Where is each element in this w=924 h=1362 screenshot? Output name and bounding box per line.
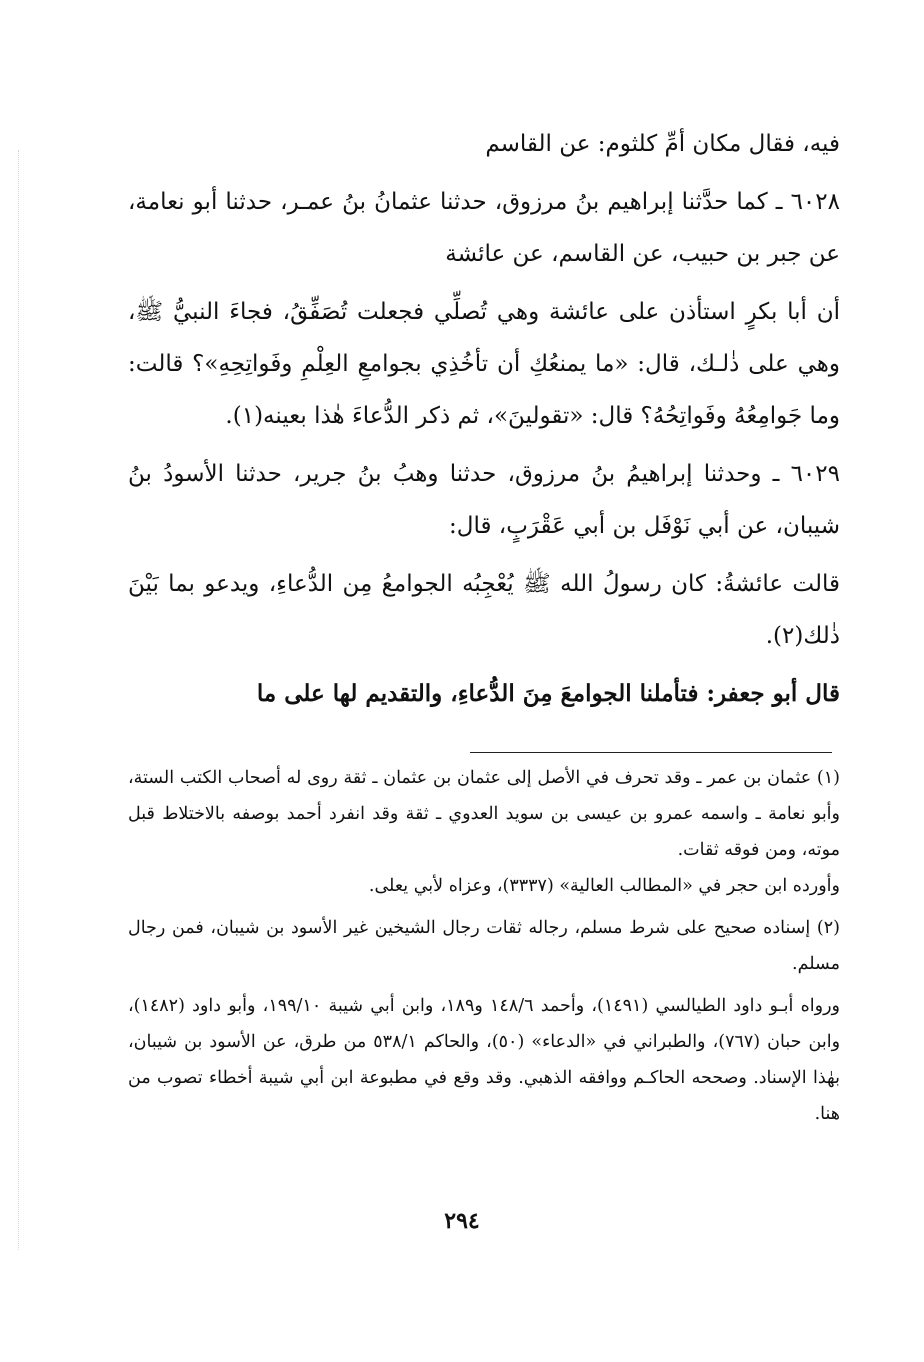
footnote-2-continued: ورواه أبـو داود الطيالسي (١٤٩١)، وأحمد ١٤٨/٦ و١٨٩، وابن أبي شيبة ١٩٩/١٠، وأبو داود (١٤٨٢)، وابن حبان (٧٦٧)، والطبراني في «الدعاء» (٥٠)، والحاكم ٥٣٨/١ من طرق، عن الأسود بن شيبان، بهٰذا الإسناد. وصححه الحاكـم ووافقه الذهبي. وقد وقع في مطبوعة ابن أبي شيبة أخطاء تصوب من هنا. [128,996,841,1124]
paragraph-hadith-6029-matn: قالت عائشةُ: كان رسولُ الله ﷺ يُعْجِبُه الجوامعُ مِن الدُّعاءِ، ويدعو بما بَيْنَ ذٰلك(٢). [128,571,840,649]
page-fold-line [18,150,20,1250]
paragraph-commentary: قال أبو جعفر: فتأملنا الجوامعَ مِنَ الدُّعاءِ، والتقديم لها على ما [256,680,840,707]
footnote-1: (١) عثمان بن عمر ـ وقد تحرف في الأصل إلى عثمان بن عثمان ـ ثقة روى له أصحاب الكتب الستة، وأبو نعامة ـ واسمه عمرو بن عيسى بن سويد العدوي ـ ثقة وقد انفرد أحمد بوصفه بالاختلاط قبل موته، ومن فوقه ثقات. [128,768,840,860]
footnote-2: (٢) إسناده صحيح على شرط مسلم، رجاله ثقات رجال الشيخين غير الأسود بن شيبان، فمن رجال مسلم. [128,918,840,974]
footnotes [128,760,840,1132]
page-number: ٢٩٤ [444,1208,480,1234]
paragraph-hadith-6028: ٦٠٢٨ ـ كما حدَّثنا إبراهيم بنُ مرزوق، حدثنا عثمانُ بنُ عمـر، حدثنا أبو نعامة، عن جبر بن حبيب، عن القاسم، عن عائشة [128,189,840,267]
paragraph-hadith-6028-matn: أن أبا بكرٍ استأذن على عائشة وهي تُصلِّي فجعلت تُصَفِّقُ، فجاءَ النبيُّ ﷺ، وهي على ذٰلـك، قال: «ما يمنعُكِ أن تأخُذِي بجوامعِ العِلْمِ وفَواتِحِهِ»؟ قالت: وما جَوامِعُهُ وفَواتِحُهُ؟ قال: «تقولينَ»، ثم ذكر الدُّعاءَ هٰذا بعينه(١). [128,299,840,429]
paragraph-continuation: فيه، فقال مكان أمِّ كلثوم: عن القاسم [485,131,840,157]
footnote-separator [470,752,832,753]
main-text [128,118,840,720]
footnote-1-continued: وأورده ابن حجر في «المطالب العالية» (٣٣٣٧)، وعزاه لأبي يعلى. [368,876,840,896]
paragraph-hadith-6029: ٦٠٢٩ ـ وحدثنا إبراهيمُ بنُ مرزوق، حدثنا وهبُ بنُ جرير، حدثنا الأسودُ بنُ شيبان، عن أبي نَوْفَل بن أبي عَقْرَبٍ، قال: [128,461,840,539]
